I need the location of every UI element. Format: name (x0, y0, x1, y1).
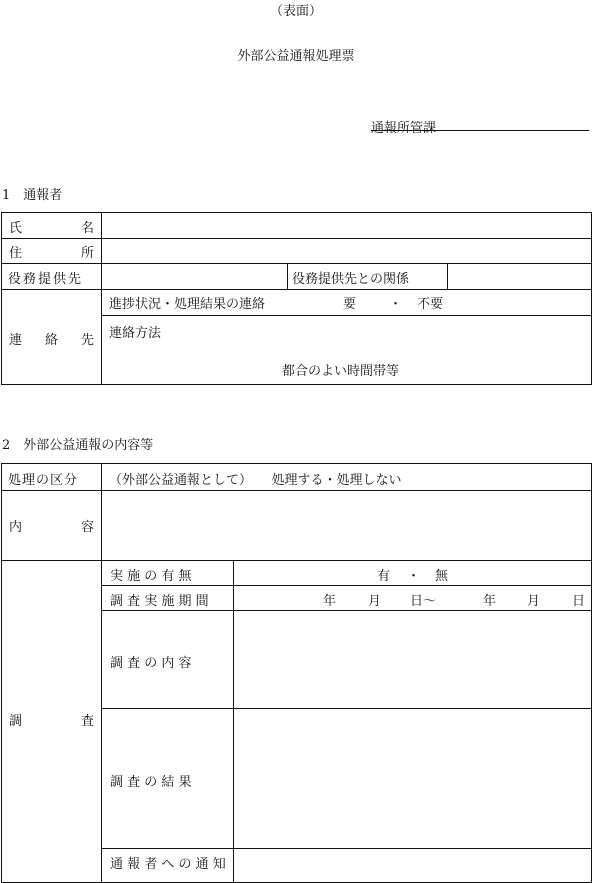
relation-label: 役務提供先との関係 (292, 272, 410, 287)
progress-noneed[interactable]: 不要 (417, 297, 444, 312)
contact-label-1: 連 (9, 333, 23, 348)
investigation-label-1: 調 (9, 714, 23, 729)
impl-dot: ・ (407, 569, 421, 584)
notice-label: 通 報 者 へ の 通 知 (110, 857, 226, 872)
content-field[interactable] (102, 491, 591, 560)
period-day-1: 日〜 (410, 594, 437, 609)
inv-result-label: 調 査 の 結 果 (110, 775, 192, 790)
impl-yes[interactable]: 有 (377, 569, 391, 584)
dept-label: 通報所管課 (371, 121, 437, 136)
inv-content-field[interactable] (234, 611, 591, 708)
period-year-1: 年 (323, 594, 337, 609)
employer-label: 役務提供先 (8, 272, 84, 287)
period-month-2: 月 (527, 594, 541, 609)
employer-field[interactable] (102, 264, 286, 289)
section2-heading: 2 外部公益通報の内容等 (2, 438, 154, 453)
category-label: 処理の区分 (8, 473, 79, 488)
address-field[interactable] (102, 239, 591, 263)
contact-label-3: 先 (81, 333, 95, 348)
inv-content-label: 調 査 の 内 容 (110, 656, 192, 671)
progress-dot: ・ (389, 297, 403, 312)
period-month-1: 月 (368, 594, 382, 609)
form-title: 外部公益通報処理票 (237, 49, 355, 64)
section1-heading: 1 通報者 (2, 188, 63, 203)
dept-underline (371, 130, 589, 131)
contact-label-2: 絡 (45, 333, 59, 348)
method-text: 連絡方法 (109, 326, 162, 341)
content-label-1: 内 (9, 520, 23, 535)
period-label: 調 査 実 施 期 間 (110, 594, 209, 609)
progress-text: 進捗状況・処理結果の連絡 (109, 297, 266, 312)
notice-field[interactable] (234, 849, 591, 874)
impl-label: 実 施 の 有 無 (110, 569, 192, 584)
content-label-2: 容 (81, 520, 95, 535)
time-text: 都合のよい時間帯等 (282, 364, 400, 379)
period-year-2: 年 (483, 594, 497, 609)
address-label-1: 住 (9, 246, 23, 261)
category-value[interactable]: （外部公益通報として） 処理する・処理しない (109, 473, 402, 488)
name-field[interactable] (102, 213, 591, 238)
inv-result-field[interactable] (234, 709, 591, 848)
period-day-2: 日 (572, 594, 586, 609)
impl-no[interactable]: 無 (435, 569, 449, 584)
face-label: （表面） (269, 4, 323, 19)
address-label-2: 所 (81, 246, 95, 261)
name-label-2: 名 (81, 221, 95, 236)
name-label-1: 氏 (9, 221, 23, 236)
progress-need[interactable]: 要 (343, 297, 357, 312)
relation-field[interactable] (448, 264, 591, 289)
investigation-label-2: 査 (81, 714, 95, 729)
